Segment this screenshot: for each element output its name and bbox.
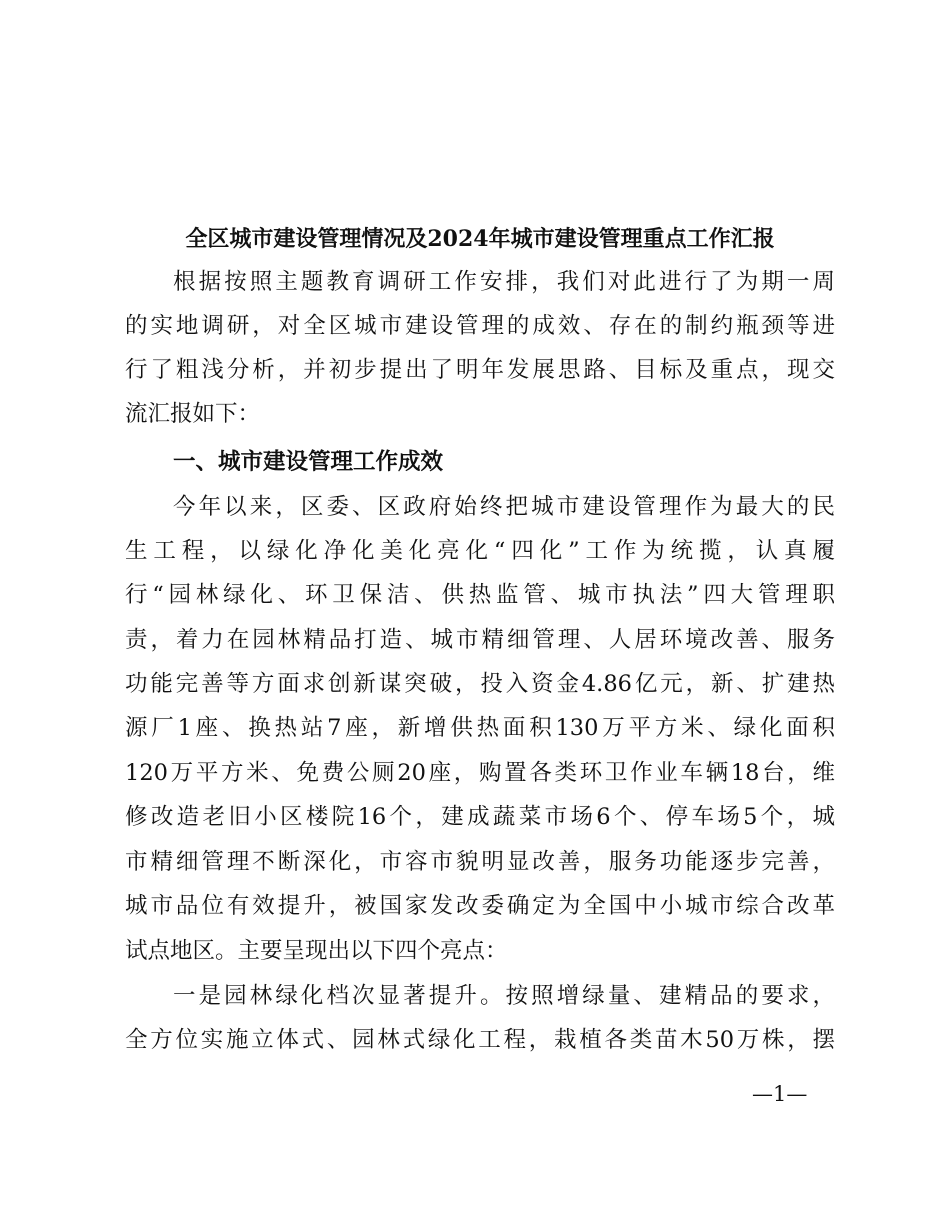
paragraph-line: 今年以来，区委、区政府始终把城市建设管理作为最大的民 — [173, 494, 835, 520]
paragraph-line: 责，着力在园林精品打造、城市精细管理、人居环境改善、服务 — [125, 627, 835, 653]
paragraph-line: 市精细管理不断深化，市容市貌明显改善，服务功能逐步完善， — [125, 849, 835, 875]
paragraph-line: 源厂1座、换热站7座，新增供热面积130万平方米、绿化面积 — [125, 715, 835, 741]
paragraph-line: 一是园林绿化档次显著提升。按照增绿量、建精品的要求， — [173, 983, 835, 1009]
intro-line: 根据按照主题教育调研工作安排，我们对此进行了为期一周 — [173, 269, 835, 295]
paragraph-line: 城市品位有效提升，被国家发改委确定为全国中小城市综合改革 — [125, 893, 835, 919]
paragraph-line: 功能完善等方面求创新谋突破，投入资金4.86亿元，新、扩建热 — [125, 671, 835, 697]
paragraph-line: 修改造老旧小区楼院16个，建成蔬菜市场6个、停车场5个，城 — [125, 804, 835, 830]
paragraph-line: 120万平方米、免费公厕20座，购置各类环卫作业车辆18台，维 — [125, 760, 835, 786]
paragraph-line: 全方位实施立体式、园林式绿化工程，栽植各类苗木50万株，摆 — [125, 1027, 835, 1053]
paragraph-line: 试点地区。主要呈现出以下四个亮点： — [125, 938, 508, 964]
intro-line: 的实地调研，对全区城市建设管理的成效、存在的制约瓶颈等进 — [125, 313, 835, 339]
intro-line: 流汇报如下： — [125, 401, 261, 427]
intro-line: 行了粗浅分析，并初步提出了明年发展思路、目标及重点，现交 — [125, 357, 835, 383]
section-heading: 一、城市建设管理工作成效 — [173, 449, 444, 475]
paragraph-line: 生工程，以绿化净化美化亮化“四化”工作为统揽，认真履 — [125, 538, 835, 564]
page-number: —1— — [752, 1082, 808, 1106]
document-title: 全区城市建设管理情况及2024年城市建设管理重点工作汇报 — [185, 226, 775, 252]
paragraph-line: 行“园林绿化、环卫保洁、供热监管、城市执法”四大管理职 — [125, 582, 835, 608]
